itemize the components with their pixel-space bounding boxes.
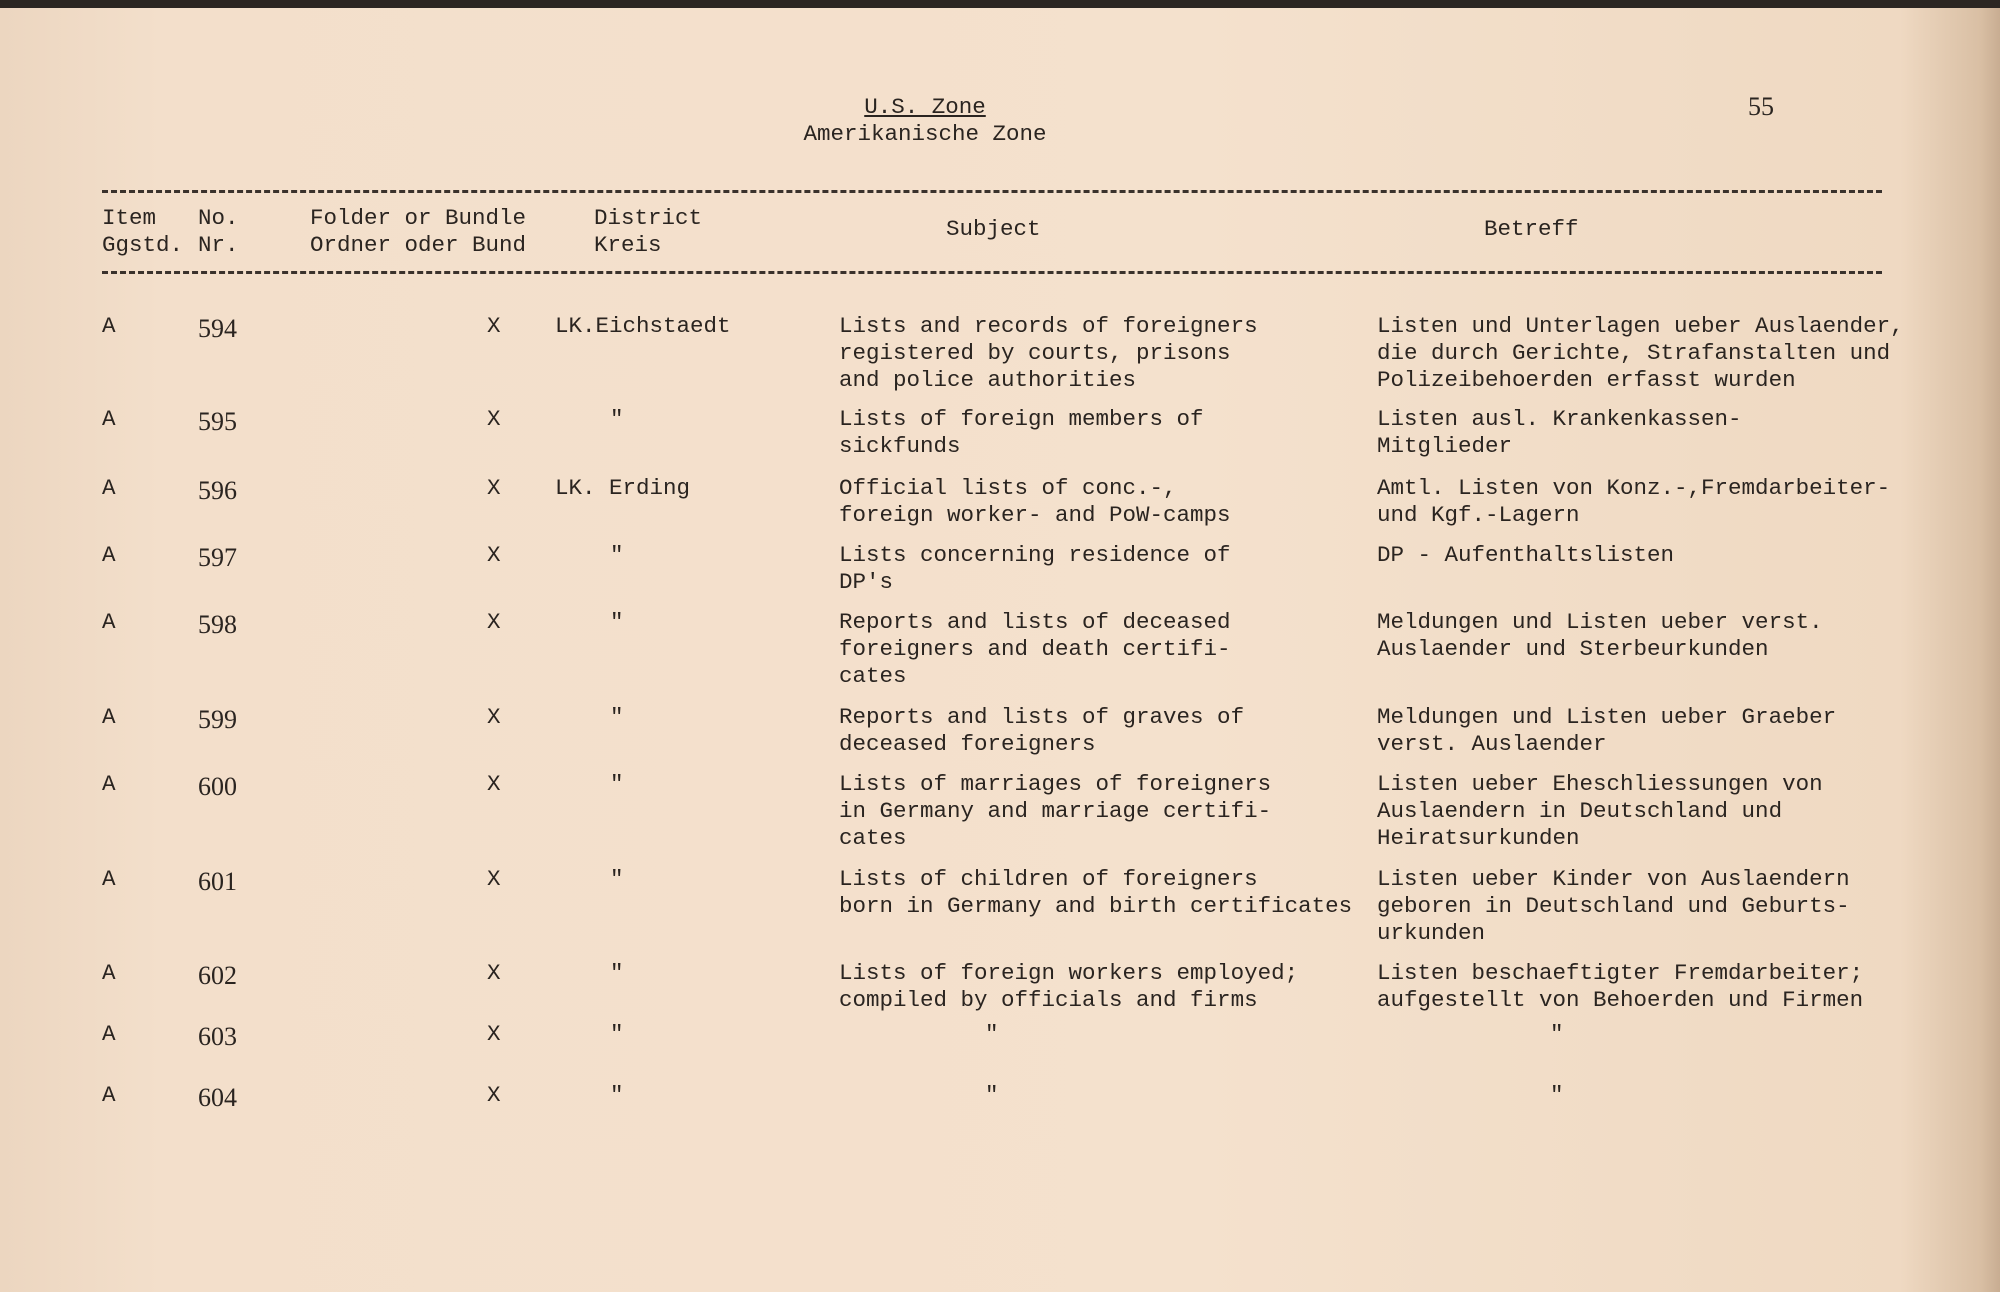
betreff-cell: Amtl. Listen von Konz.-,Fremdarbeiter- und Kgf.-Lagern bbox=[1377, 475, 1891, 528]
folder-mark: X bbox=[487, 1082, 501, 1108]
item-cell: A bbox=[102, 704, 116, 730]
number-cell: 598 bbox=[198, 610, 237, 639]
folder-mark: X bbox=[487, 960, 501, 986]
item-cell: A bbox=[102, 1021, 116, 1047]
item-cell: A bbox=[102, 542, 116, 568]
district-cell: LK.Eichstaedt bbox=[555, 313, 731, 339]
col-betreff: Betreff bbox=[1484, 216, 1579, 242]
subject-cell: Lists concerning residence of DP's bbox=[839, 542, 1231, 595]
betreff-cell: Listen beschaeftigter Fremdarbeiter; aufgestellt von Behoerden und Firmen bbox=[1377, 960, 1864, 1013]
number-cell: 594 bbox=[198, 314, 237, 343]
number-cell: 603 bbox=[198, 1022, 237, 1051]
subject-cell: Reports and lists of graves of deceased foreigners bbox=[839, 704, 1245, 757]
header-bottom-rule bbox=[102, 271, 1882, 274]
number-cell: 604 bbox=[198, 1083, 237, 1112]
folder-mark: X bbox=[487, 866, 501, 892]
betreff-cell: Meldungen und Listen ueber verst. Auslaender und Sterbeurkunden bbox=[1377, 609, 1823, 662]
folder-mark: X bbox=[487, 704, 501, 730]
subject-cell: Lists of foreign members of sickfunds bbox=[839, 406, 1204, 459]
subject-cell: Lists of children of foreigners born in Germany and birth certificates bbox=[839, 866, 1353, 919]
district-cell: " bbox=[610, 609, 624, 635]
subject-cell: Lists of marriages of foreigners in Germany and marriage certifi- cates bbox=[839, 771, 1272, 851]
col-no-en: No. bbox=[198, 205, 239, 231]
item-cell: A bbox=[102, 313, 116, 339]
subject-cell: Reports and lists of deceased foreigners and death certifi- cates bbox=[839, 609, 1231, 689]
folder-mark: X bbox=[487, 406, 501, 432]
col-subject: Subject bbox=[946, 216, 1041, 242]
number-cell: 599 bbox=[198, 705, 237, 734]
subject-cell: Lists of foreign workers employed; compiled by officials and firms bbox=[839, 960, 1299, 1013]
betreff-cell: Listen und Unterlagen ueber Auslaender, die durch Gerichte, Strafanstalten und Polizeibehoerden erfasst wurden bbox=[1377, 313, 1904, 393]
betreff-cell: DP - Aufenthaltslisten bbox=[1377, 542, 1675, 568]
betreff-cell: " bbox=[1550, 1021, 1564, 1047]
item-cell: A bbox=[102, 609, 116, 635]
folder-mark: X bbox=[487, 475, 501, 501]
district-cell: " bbox=[610, 542, 624, 568]
item-cell: A bbox=[102, 960, 116, 986]
district-cell: " bbox=[610, 960, 624, 986]
folder-mark: X bbox=[487, 313, 501, 339]
header-top-rule bbox=[102, 190, 1882, 193]
item-cell: A bbox=[102, 475, 116, 501]
betreff-cell: Listen ausl. Krankenkassen- Mitglieder bbox=[1377, 406, 1742, 459]
folder-mark: X bbox=[487, 542, 501, 568]
col-folder-en: Folder or Bundle bbox=[310, 205, 527, 231]
page-number: 55 bbox=[1748, 92, 1774, 121]
district-cell: " bbox=[610, 1082, 624, 1108]
col-district-de: Kreis bbox=[594, 232, 662, 258]
folder-mark: X bbox=[487, 1021, 501, 1047]
subject-cell: Official lists of conc.-, foreign worker- and PoW-camps bbox=[839, 475, 1231, 528]
folder-mark: X bbox=[487, 771, 501, 797]
subject-cell: " bbox=[985, 1082, 999, 1108]
betreff-cell: Listen ueber Kinder von Auslaendern geboren in Deutschland und Geburts- urkunden bbox=[1377, 866, 1850, 946]
number-cell: 600 bbox=[198, 772, 237, 801]
betreff-cell: " bbox=[1550, 1082, 1564, 1108]
betreff-cell: Listen ueber Eheschliessungen von Auslaendern in Deutschland und Heiratsurkunden bbox=[1377, 771, 1823, 851]
item-cell: A bbox=[102, 1082, 116, 1108]
number-cell: 602 bbox=[198, 961, 237, 990]
district-cell: " bbox=[610, 866, 624, 892]
page-title: U.S. Zone bbox=[864, 94, 986, 120]
district-cell: LK. Erding bbox=[555, 475, 691, 501]
folder-mark: X bbox=[487, 609, 501, 635]
col-folder-de: Ordner oder Bund bbox=[310, 232, 527, 258]
col-item-en: Item bbox=[102, 205, 157, 231]
district-cell: " bbox=[610, 406, 624, 432]
scan-top-edge bbox=[0, 0, 2000, 8]
item-cell: A bbox=[102, 866, 116, 892]
subject-cell: Lists and records of foreigners registered by courts, prisons and police authorities bbox=[839, 313, 1258, 393]
col-no-de: Nr. bbox=[198, 232, 239, 258]
district-cell: " bbox=[610, 704, 624, 730]
page-subtitle: Amerikanische Zone bbox=[803, 121, 1047, 147]
subject-cell: " bbox=[985, 1021, 999, 1047]
item-cell: A bbox=[102, 771, 116, 797]
district-cell: " bbox=[610, 771, 624, 797]
district-cell: " bbox=[610, 1021, 624, 1047]
col-district-en: District bbox=[594, 205, 703, 231]
number-cell: 596 bbox=[198, 476, 237, 505]
item-cell: A bbox=[102, 406, 116, 432]
col-item-de: Ggstd. bbox=[102, 232, 184, 258]
number-cell: 597 bbox=[198, 543, 237, 572]
number-cell: 595 bbox=[198, 407, 237, 436]
betreff-cell: Meldungen und Listen ueber Graeber verst. Auslaender bbox=[1377, 704, 1837, 757]
number-cell: 601 bbox=[198, 867, 237, 896]
